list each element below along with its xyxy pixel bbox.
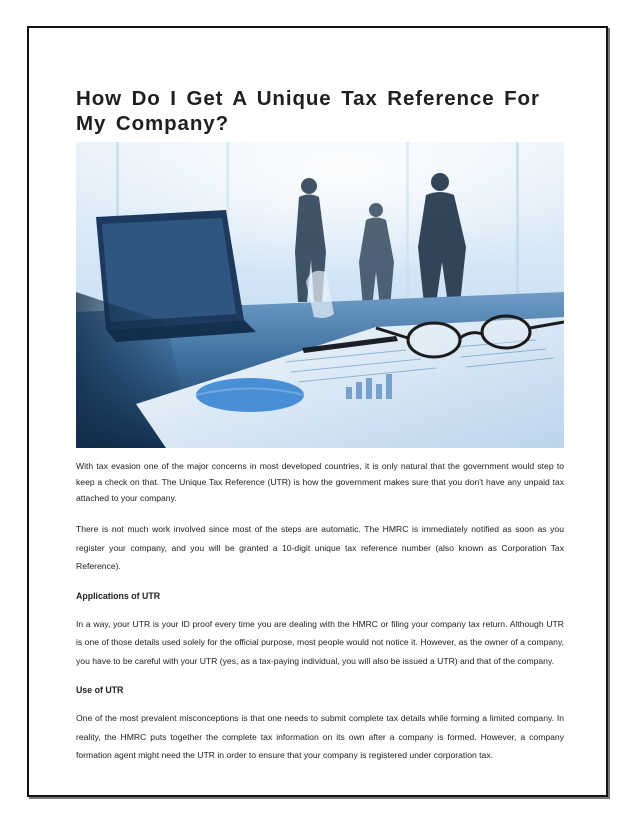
section-text-applications: In a way, your UTR is your ID proof every time you are dealing with the HMRC or filing your company tax return. Although UTR is one of those details used solely for the official purpose, most people would not notice it. However, as the owner of a company, you have to be careful with your UTR (yes, as a tax-paying individual, you will also be issued a UTR) and that of the company. (76, 618, 564, 666)
office-meeting-photo-icon (76, 142, 564, 448)
paragraph-hmrc: There is not much work involved since most of the steps are automatic. The HMRC is immediately notified as soon as you register your company, and you will be granted a 10-digit unique tax reference number (also known as Corporation Tax Reference). (76, 524, 564, 571)
document-body (76, 86, 564, 765)
document-title: How Do I Get A Unique Tax Reference For My Company? (76, 87, 540, 135)
paragraph-intro: With tax evasion one of the major concerns in most developed countries, it is only natural that the government would step to keep a check on that. The Unique Tax Reference (UTR) is how the government makes sure that you don't have any unpaid tax attached to your company. (76, 461, 564, 503)
section-heading-use: Use of UTR (76, 685, 124, 695)
section-heading-applications: Applications of UTR (76, 590, 161, 601)
section-text-use: One of the most prevalent misconceptions is that one needs to submit complete tax details while forming a limited company. In reality, the HMRC puts together the complete tax information on its own after a company is formed. However, a company formation agent might need the UTR in order to ensure that your company is registered under corporation tax. (76, 713, 564, 760)
